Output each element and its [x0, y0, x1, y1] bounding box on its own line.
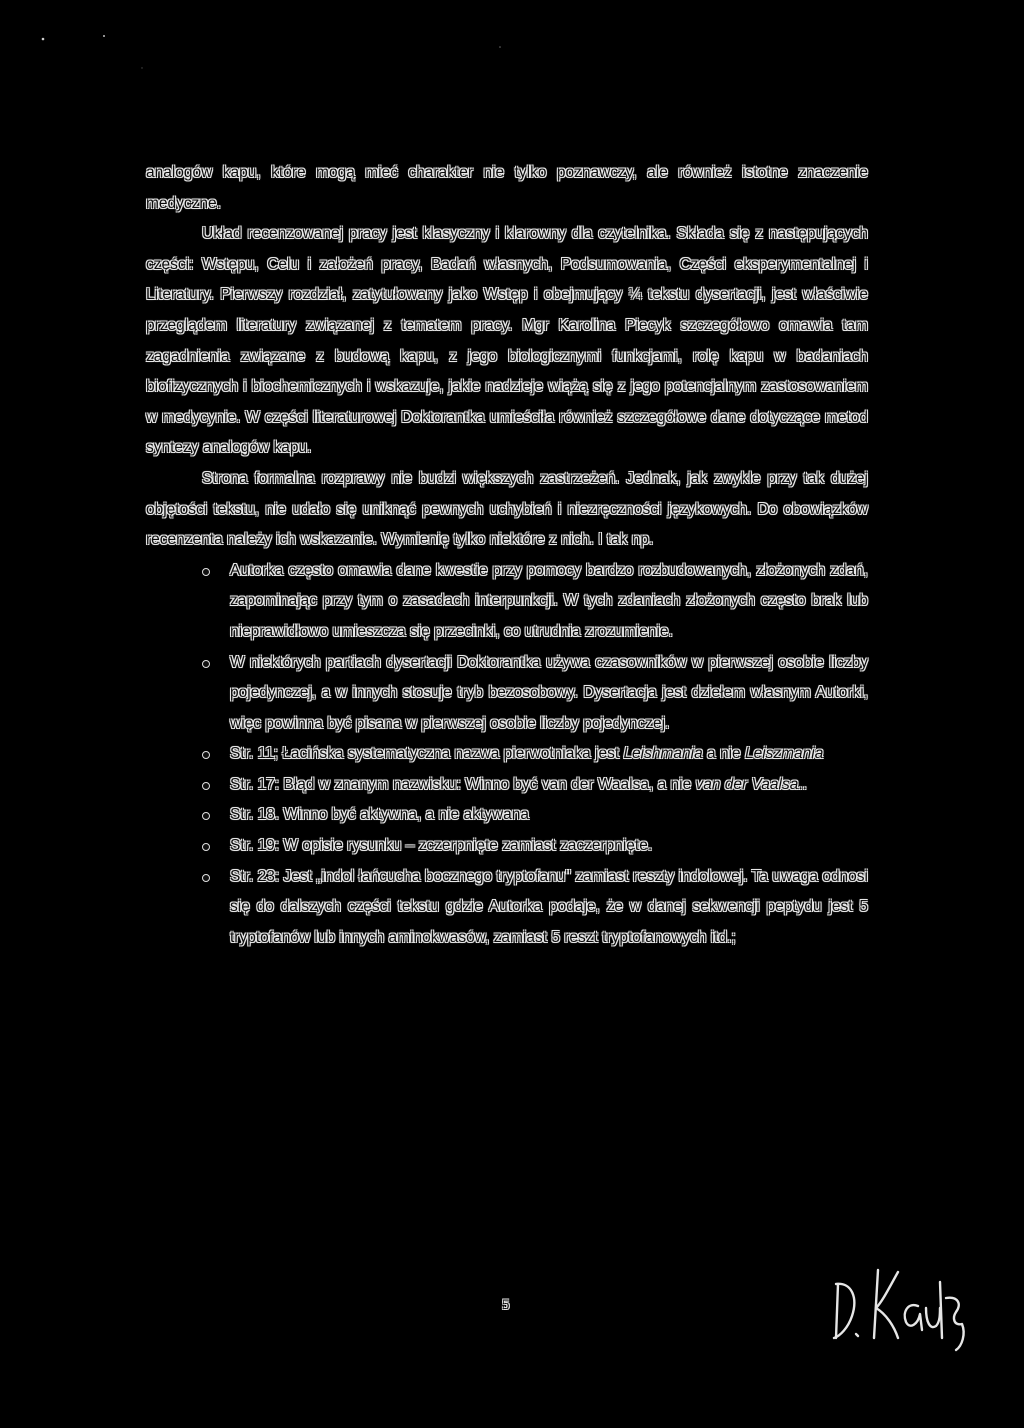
bullet-icon: [202, 751, 210, 759]
review-text: [146, 158, 868, 953]
handwritten-signature: [826, 1242, 986, 1352]
bullet-icon: [202, 568, 210, 576]
remark-text: Str. 19: W opisie rysunku – zczerpnięte zamiast zaczerpnięte.: [230, 837, 653, 855]
remark-text-prefix: Str. 11; Łacińska systematyczna nazwa pierwotniaka jest: [230, 745, 624, 763]
list-item: [146, 770, 868, 801]
list-item: [146, 648, 868, 740]
remark-italic-term: van der Vaalsa: [695, 775, 799, 793]
list-item: [146, 800, 868, 831]
bullet-icon: [202, 660, 210, 668]
remarks-list: [146, 556, 868, 954]
bullet-icon: [202, 812, 210, 820]
list-item: [146, 556, 868, 648]
remark-text: Str. 18. Winno być aktywna, a nie aktywana: [230, 806, 529, 824]
list-item: [146, 862, 868, 954]
page-number: 5: [502, 1297, 510, 1313]
remark-text-middle: a nie: [702, 745, 745, 763]
paragraph-structure: Układ recenzowanej pracy jest klasyczny i klarowny dla czytelnika. Składa się z następujących części: Wstępu, Celu i założeń pracy, Badań własnych, Podsumowania, Części eksperymentalnej i Literatury. Pierwszy rozdział, zatytułowany jako Wstęp i obejmujący ¼ tekstu dysertacji, jest właściwie przeglądem literatury związanej z tematem pracy. Mgr Karolina Piecyk szczegółowo omawia tam zagadnienia związane z budową kapu, z jego biologicznymi funkcjami, rolę kapu w badaniach biofizycznych i biochemicznych i wskazuje, jakie nadzieje wiążą się z jego potencjalnym zastosowaniem w medycynie. W części literaturowej Doktorantka umieściła również szczegółowe dane dotyczące metod syntezy analogów kapu.: [146, 225, 868, 457]
list-item: [146, 831, 868, 862]
remark-text: Str. 23: Jest „indol łańcucha bocznego tryptofanu" zamiast reszty indolowej. Ta uwaga odnosi się do dalszych części tekstu gdzie Autorka podaje, że w danej sekwencji peptydu jest 5 tryptofanów lub innych aminokwasów, zamiast 5 reszt tryptofanowych itd.;: [230, 867, 868, 946]
paragraph-formal: Strona formalna rozprawy nie budzi większych zastrzeżeń. Jednak, jak zwykle przy tak dużej objętości tekstu, nie udało się uniknąć pewnych uchybień i niezręczności językowych. Do obowiązków recenzenta należy ich wskazanie. Wymienię tylko niektóre z nich. I tak np.: [146, 469, 868, 549]
remark-italic-term: Leiszmania: [744, 745, 824, 763]
paragraph-intro: analogów kapu, które mogą mieć charakter nie tylko poznawczy, ale również istotne znaczenie medyczne.: [146, 164, 868, 212]
bullet-icon: [202, 843, 210, 851]
remark-text: Autorka często omawia dane kwestie przy pomocy bardzo rozbudowanych, złożonych zdań, zapominając przy tym o zasadach interpunkcji. W tych zdaniach złożonych często brak lub nieprawidłowo umieszcza się przecinki, co utrudnia zrozumienie.: [230, 561, 868, 640]
bullet-icon: [202, 874, 210, 882]
scan-specks: [0, 0, 1024, 120]
list-item: [146, 739, 868, 770]
remark-text: W niektórych partiach dysertacji Doktorantka używa czasowników w pierwszej osobie liczby pojedynczej, a w innych stosuje tryb bezosobowy. Dysertacja jest dziełem własnym Autorki, więc powinna być pisana w pierwszej osobie liczby pojedynczej.: [230, 653, 868, 732]
remark-text-middle: ..: [798, 775, 807, 793]
remark-italic-term: Leishmania: [623, 745, 703, 763]
bullet-icon: [202, 782, 210, 790]
remark-text-prefix: Str. 17: Błąd w znanym nazwisku: Winno być van der Waalsa, a nie: [230, 775, 696, 793]
